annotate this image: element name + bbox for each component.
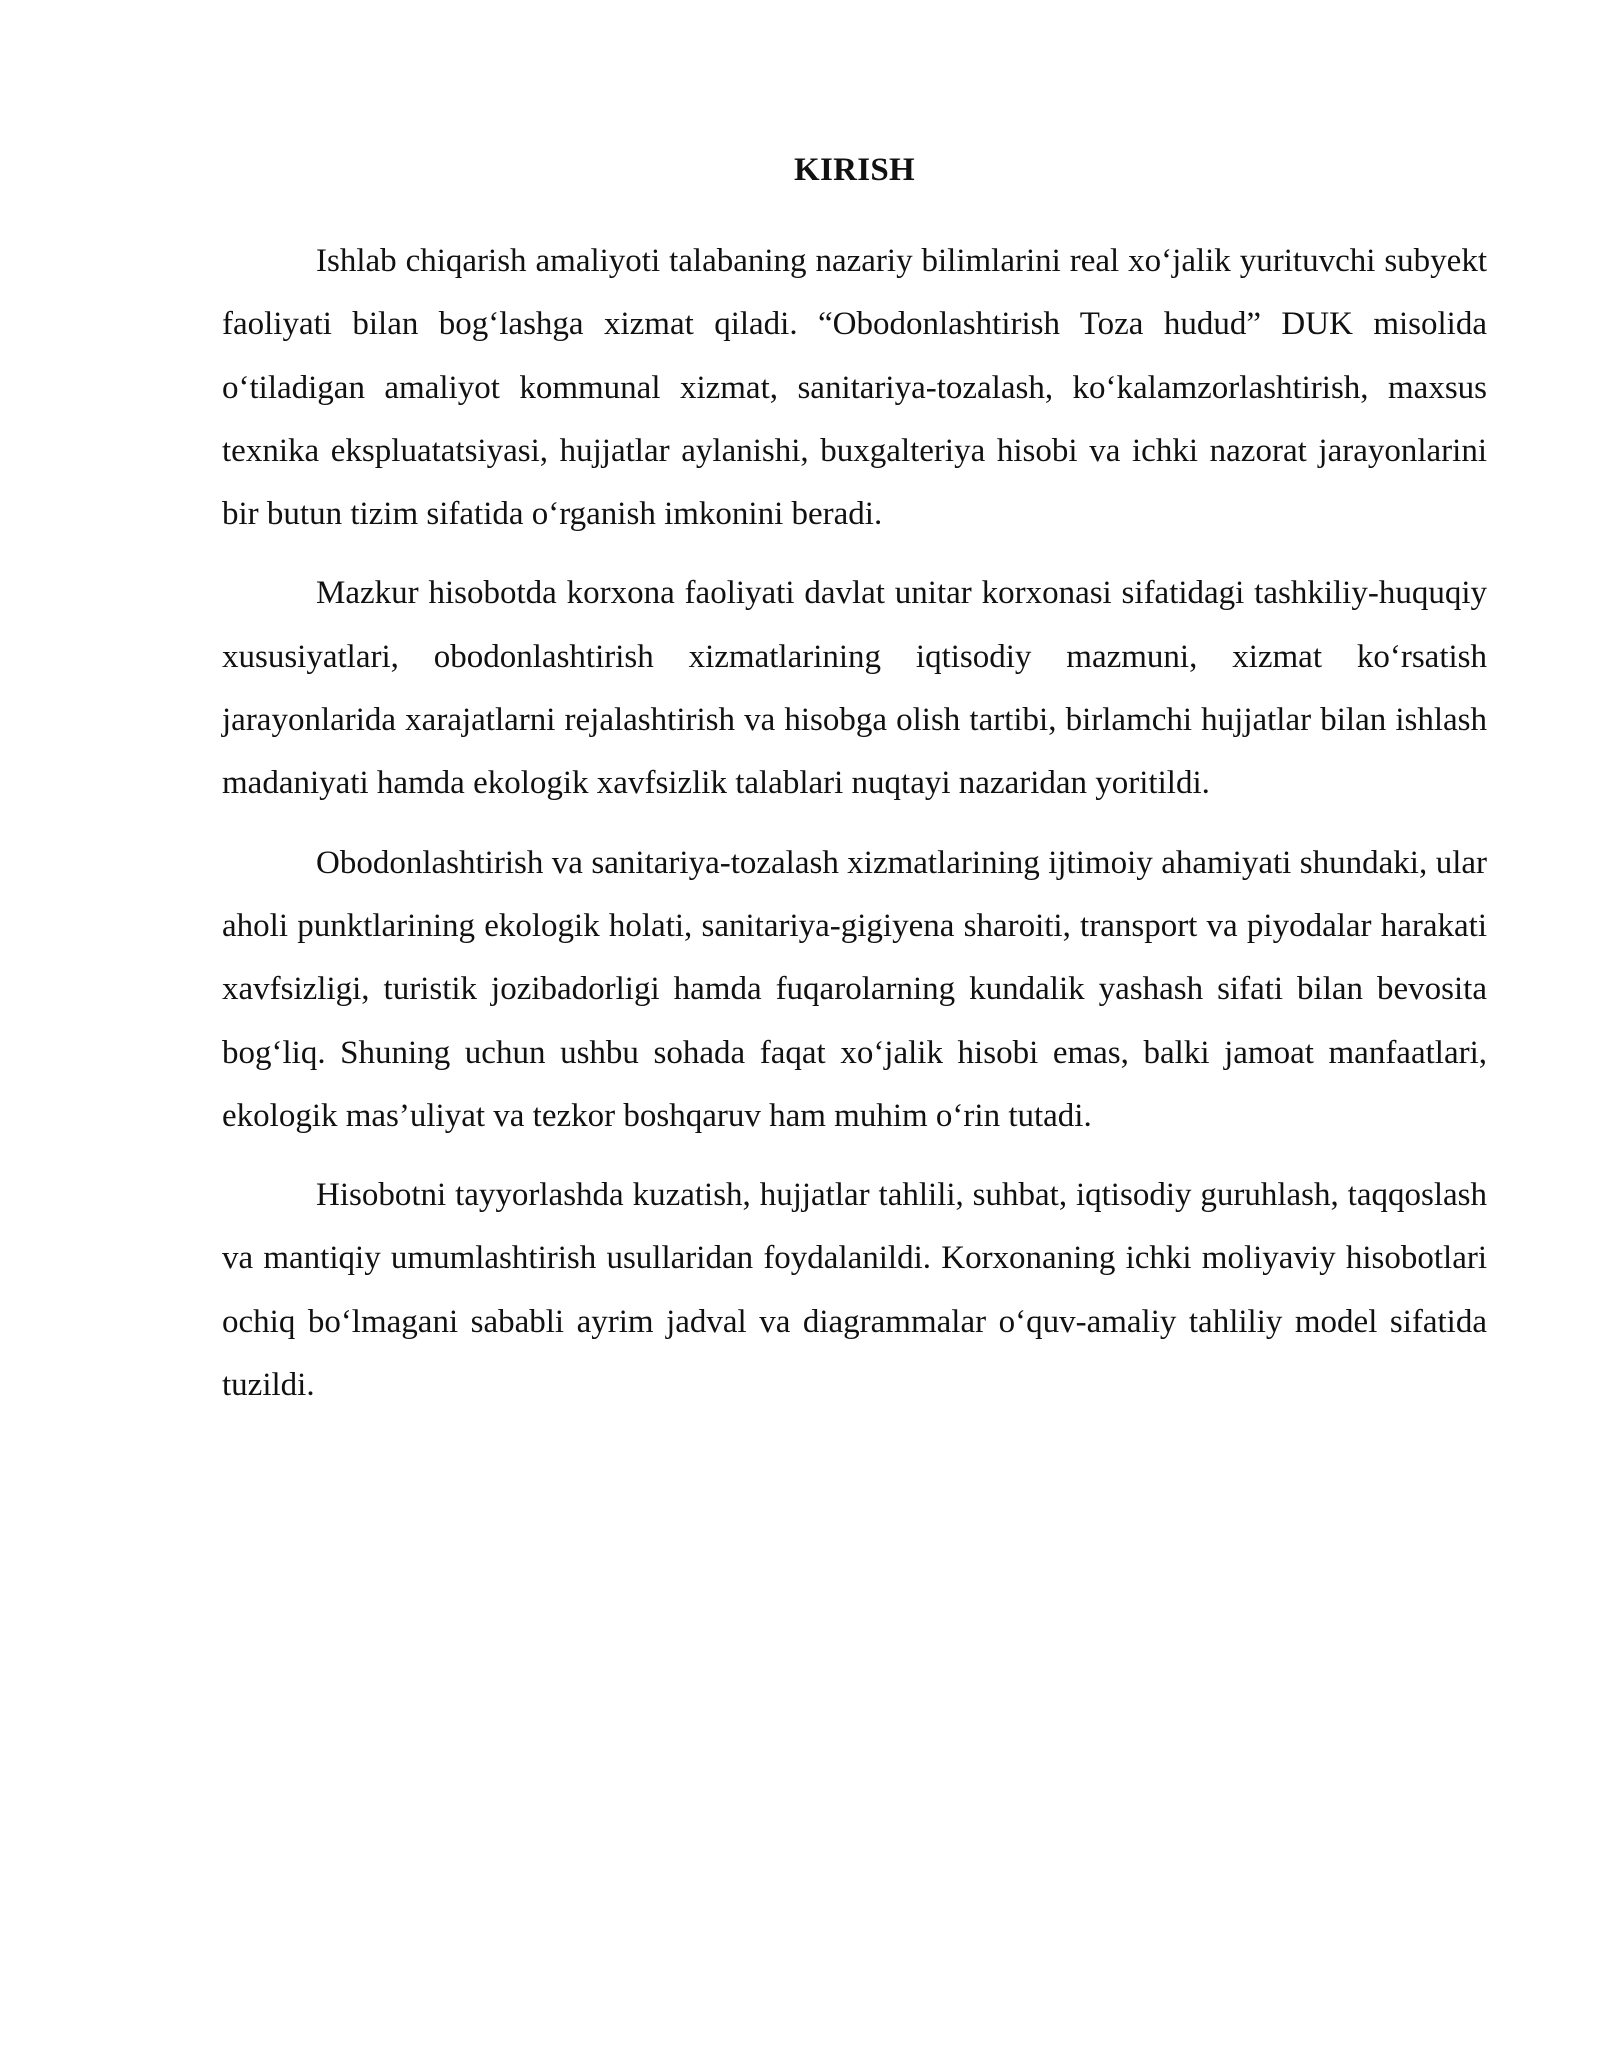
paragraph-4: Hisobotni tayyorlashda kuzatish, hujjatlar tahlili, suhbat, iqtisodiy guruhlash, taqqoslash va mantiqiy umumlashtirish usullaridan foydalanildi. Korxonaning ichki moliyaviy hisobotlari ochiq bo‘lmagani sababli ayrim jadval va diagrammalar o‘quv-amaliy tahliliy model sifatida tuzildi. [222,1177,1487,1404]
paragraph-2: Mazkur hisobotda korxona faoliyati davlat unitar korxonasi sifatidagi tashkiliy-huquqiy xususiyatlari, obodonlashtirish xizmatlarining iqtisodiy mazmuni, xizmat ko‘rsatish jarayonlarida xarajatlarni rejalashtirish va hisobga olish tartibi, birlamchi hujjatlar bilan ishlash madaniyati hamda ekologik xavfsizlik talablari nuqtayi nazaridan yoritildi. [222,575,1487,802]
paragraph-3: Obodonlashtirish va sanitariya-tozalash xizmatlarining ijtimoiy ahamiyati shundaki, ular aholi punktlarining ekologik holati, sanitariya-gigiyena sharoiti, transport va piyodalar harakati xavfsizligi, turistik jozibadorligi hamda fuqarolarning kundalik yashash sifati bilan bevosita bog‘liq. Shuning uchun ushbu sohada faqat xo‘jalik hisobi emas, balki jamoat manfaatlari, ekologik mas’uliyat va tezkor boshqaruv ham muhim o‘rin tutadi. [222,844,1487,1134]
page-title: KIRISH [793,152,915,188]
paragraph-1: Ishlab chiqarish amaliyoti talabaning nazariy bilimlarini real xo‘jalik yurituvchi subyekt faoliyati bilan bog‘lashga xizmat qiladi. “Obodonlashtirish Toza hudud” DUK misolida o‘tiladigan amaliyot kommunal xizmat, sanitariya-tozalash, ko‘kalamzorlashtirish, maxsus texnika ekspluatatsiyasi, hujjatlar aylanishi, buxgalteriya hisobi va ichki nazorat jarayonlarini bir butun tizim sifatida o‘rganish imkonini beradi. [222,243,1487,533]
document-body [222,148,1487,1433]
